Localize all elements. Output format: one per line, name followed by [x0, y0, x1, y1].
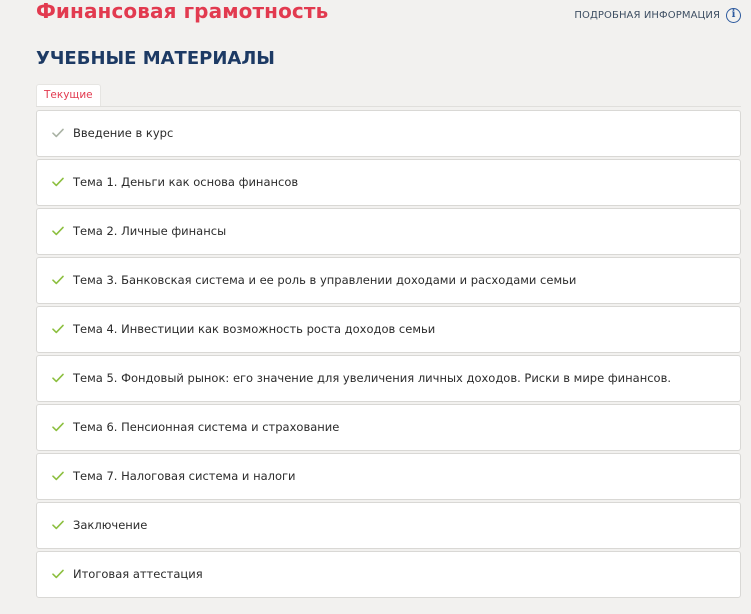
course-title: Финансовая грамотность [36, 0, 329, 23]
materials-tabs [36, 84, 741, 107]
lesson-label: Тема 2. Личные финансы [73, 224, 227, 238]
section-title: УЧЕБНЫЕ МАТЕРИАЛЫ [36, 48, 275, 69]
lesson-list [36, 110, 741, 600]
lesson-item[interactable] [36, 306, 741, 353]
lesson-label: Итоговая аттестация [73, 567, 203, 581]
checkmark-icon [52, 373, 64, 383]
checkmark-icon [52, 422, 64, 432]
lesson-label: Введение в курс [73, 126, 174, 140]
details-info-link[interactable] [574, 8, 741, 23]
checkmark-icon [52, 177, 64, 187]
details-info-label: ПОДРОБНАЯ ИНФОРМАЦИЯ [574, 10, 720, 21]
checkmark-icon [52, 324, 64, 334]
checkmark-icon [52, 226, 64, 236]
lesson-item[interactable] [36, 257, 741, 304]
checkmark-icon [52, 520, 64, 530]
tab-current[interactable]: Текущие [36, 84, 101, 106]
checkmark-icon [52, 471, 64, 481]
checkmark-icon [52, 128, 64, 138]
lesson-item[interactable] [36, 110, 741, 157]
lesson-item[interactable] [36, 502, 741, 549]
info-circle-icon: i [726, 8, 741, 23]
lesson-item[interactable] [36, 208, 741, 255]
lesson-item[interactable] [36, 453, 741, 500]
checkmark-icon [52, 569, 64, 579]
lesson-label: Тема 7. Налоговая система и налоги [73, 469, 296, 483]
lesson-label: Тема 1. Деньги как основа финансов [73, 175, 299, 189]
lesson-item[interactable] [36, 551, 741, 598]
lesson-item[interactable] [36, 355, 741, 402]
lesson-label: Тема 4. Инвестиции как возможность роста доходов семьи [73, 322, 436, 336]
checkmark-icon [52, 275, 64, 285]
lesson-label: Заключение [73, 518, 148, 532]
lesson-label: Тема 3. Банковская система и ее роль в управлении доходами и расходами семьи [73, 273, 577, 287]
lesson-label: Тема 6. Пенсионная система и страхование [73, 420, 340, 434]
lesson-label: Тема 5. Фондовый рынок: его значение для увеличения личных доходов. Риски в мире финансов. [73, 371, 672, 385]
lesson-item[interactable] [36, 404, 741, 451]
lesson-item[interactable] [36, 159, 741, 206]
